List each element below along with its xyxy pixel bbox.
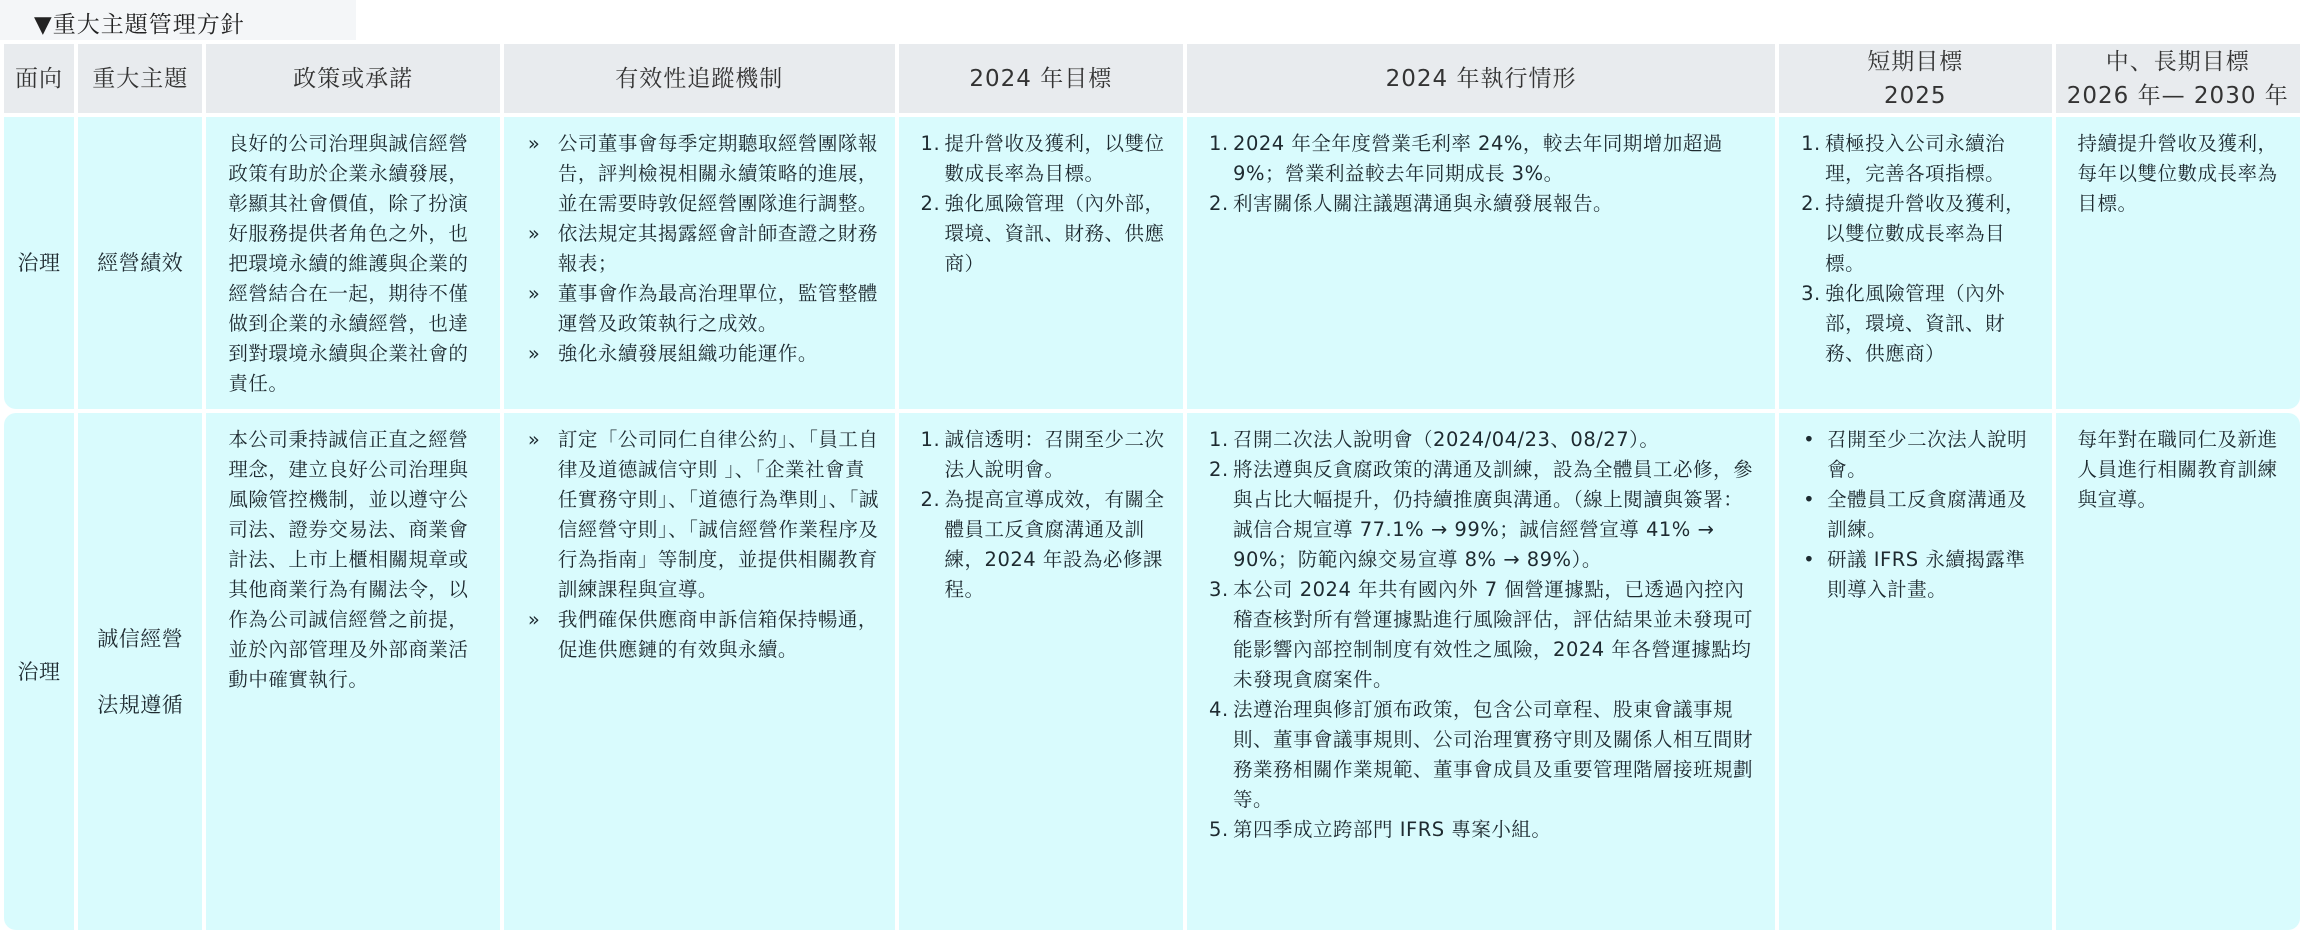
tracking-item: » 董事會作為最高治理單位，監管整體運營及政策執行之成效。	[526, 279, 881, 339]
topic-cell	[78, 413, 202, 930]
header-short-term: 短期目標 2025	[1779, 44, 2051, 113]
mid-long-term-cell	[2056, 413, 2300, 930]
mid-long-term-text: 每年對在職同仁及新進人員進行相關教育訓練與宣導。	[2077, 428, 2278, 511]
goal-item: 1. 誠信透明：召開至少二次法人說明會。	[920, 428, 1165, 481]
header-topic: 重大主題	[78, 44, 202, 113]
policy-text: 本公司秉持誠信正直之經營理念，建立良好公司治理與風險管控機制，並以遵守公司法、證券交易法、商業會計法、上市上櫃相關規章或其他商業行為有關法令，以作為公司誠信經營之前提，並於內部管理及外部商業活動中確實執行。	[228, 428, 469, 691]
management-policy-table	[0, 40, 2304, 934]
short-term-cell	[1779, 117, 2051, 409]
tracking-cell	[504, 413, 895, 930]
execution-2024-cell	[1187, 413, 1775, 930]
table-row	[4, 413, 2300, 930]
tracking-cell	[504, 117, 895, 409]
topic-label: 誠信經營	[97, 626, 184, 651]
short-term-item: • 研議 IFRS 永續揭露準則導入計畫。	[1801, 545, 2037, 605]
short-term-item: 3. 強化風險管理（內外部，環境、資訊、財務、供應商）	[1801, 282, 2006, 365]
execution-item: 2. 利害關係人關注議題溝通與永續發展報告。	[1209, 192, 1614, 215]
topic-cell	[78, 117, 202, 409]
tracking-item: » 訂定「公司同仁自律公約」、「員工自律及道德誠信守則 」、「企業社會責任實務守則」、「道德行為準則」、「誠信經營守則」、「誠信經營作業程序及行為指南」等制度，並提供相關教育訓練課程與宣導。	[526, 425, 881, 605]
goal-item: 2. 為提高宣導成效，有關全體員工反貪腐溝通及訓練，2024 年設為必修課程。	[920, 488, 1165, 601]
header-aspect: 面向	[4, 44, 74, 113]
execution-item: 1. 2024 年全年度營業毛利率 24%，較去年同期增加超過 9%；營業利益較去年同期成長 3%。	[1209, 132, 1723, 185]
short-term-cell	[1779, 413, 2051, 930]
short-term-item: 1. 積極投入公司永續治理，完善各項指標。	[1801, 132, 2006, 185]
mid-long-term-text: 持續提升營收及獲利，每年以雙位數成長率為目標。	[2077, 132, 2278, 215]
short-term-item: • 全體員工反貪腐溝通及訓練。	[1801, 485, 2037, 545]
header-row	[4, 44, 2300, 113]
short-term-item: 2. 持續提升營收及獲利，以雙位數成長率為目標。	[1801, 192, 2026, 275]
tracking-item: » 公司董事會每季定期聽取經營團隊報告，評判檢視相關永續策略的進展，並在需要時敦促經營團隊進行調整。	[526, 129, 881, 219]
policy-cell	[206, 117, 500, 409]
execution-item: 3. 本公司 2024 年共有國內外 7 個營運據點，已透過內控內稽查核對所有營運據點進行風險評估，評估結果並未發現可能影響內部控制制度有效性之風險，2024 年各營運據點均未發現貪腐案件。	[1209, 578, 1754, 691]
goal-item: 1. 提升營收及獲利，以雙位數成長率為目標。	[920, 132, 1165, 185]
execution-item: 5. 第四季成立跨部門 IFRS 專案小組。	[1209, 818, 1552, 841]
execution-item: 2. 將法遵與反貪腐政策的溝通及訓練，設為全體員工必修，參與占比大幅提升，仍持續推廣與溝通。（線上閱讀與簽署：誠信合規宣導 77.1% → 99%；誠信經營宣導 41% → 90%；防範內線交易宣導 8% → 89%）。	[1209, 458, 1754, 571]
goals-2024-cell	[899, 117, 1184, 409]
header-goals-2024: 2024 年目標	[899, 44, 1184, 113]
goals-2024-cell	[899, 413, 1184, 930]
short-term-item: • 召開至少二次法人說明會。	[1801, 425, 2037, 485]
mid-long-term-cell	[2056, 117, 2300, 409]
header-execution-2024: 2024 年執行情形	[1187, 44, 1775, 113]
execution-2024-cell	[1187, 117, 1775, 409]
header-mid-long-term: 中、長期目標 2026 年— 2030 年	[2056, 44, 2300, 113]
topic-label: 經營績效	[97, 251, 184, 275]
header-policy: 政策或承諾	[206, 44, 500, 113]
table-row	[4, 117, 2300, 409]
policy-cell	[206, 413, 500, 930]
tracking-item: » 強化永續發展組織功能運作。	[526, 339, 881, 369]
execution-item: 4. 法遵治理與修訂頒布政策，包含公司章程、股東會議事規則、董事會議事規則、公司治理實務守則及關係人相互間財務業務相關作業規範、董事會成員及重要管理階層接班規劃等。	[1209, 698, 1754, 811]
header-tracking: 有效性追蹤機制	[504, 44, 895, 113]
goal-item: 2. 強化風險管理（內外部，環境、資訊、財務、供應商）	[920, 192, 1165, 275]
aspect-cell: 治理	[4, 117, 74, 409]
policy-text: 良好的公司治理與誠信經營政策有助於企業永續發展，彰顯其社會價值，除了扮演好服務提供者角色之外，也把環境永續的維護與企業的經營結合在一起，期待不僅做到企業的永續經營，也達到對環境永續與企業社會的責任。	[228, 132, 469, 395]
execution-item: 1. 召開二次法人說明會（2024/04/23、08/27）。	[1209, 428, 1660, 451]
topic-label: 法規遵循	[97, 692, 184, 717]
section-title: ▼重大主題管理方針	[34, 12, 245, 38]
aspect-cell: 治理	[4, 413, 74, 930]
tracking-item: » 我們確保供應商申訴信箱保持暢通，促進供應鏈的有效與永續。	[526, 605, 881, 665]
tracking-item: » 依法規定其揭露經會計師查證之財務報表；	[526, 219, 881, 279]
